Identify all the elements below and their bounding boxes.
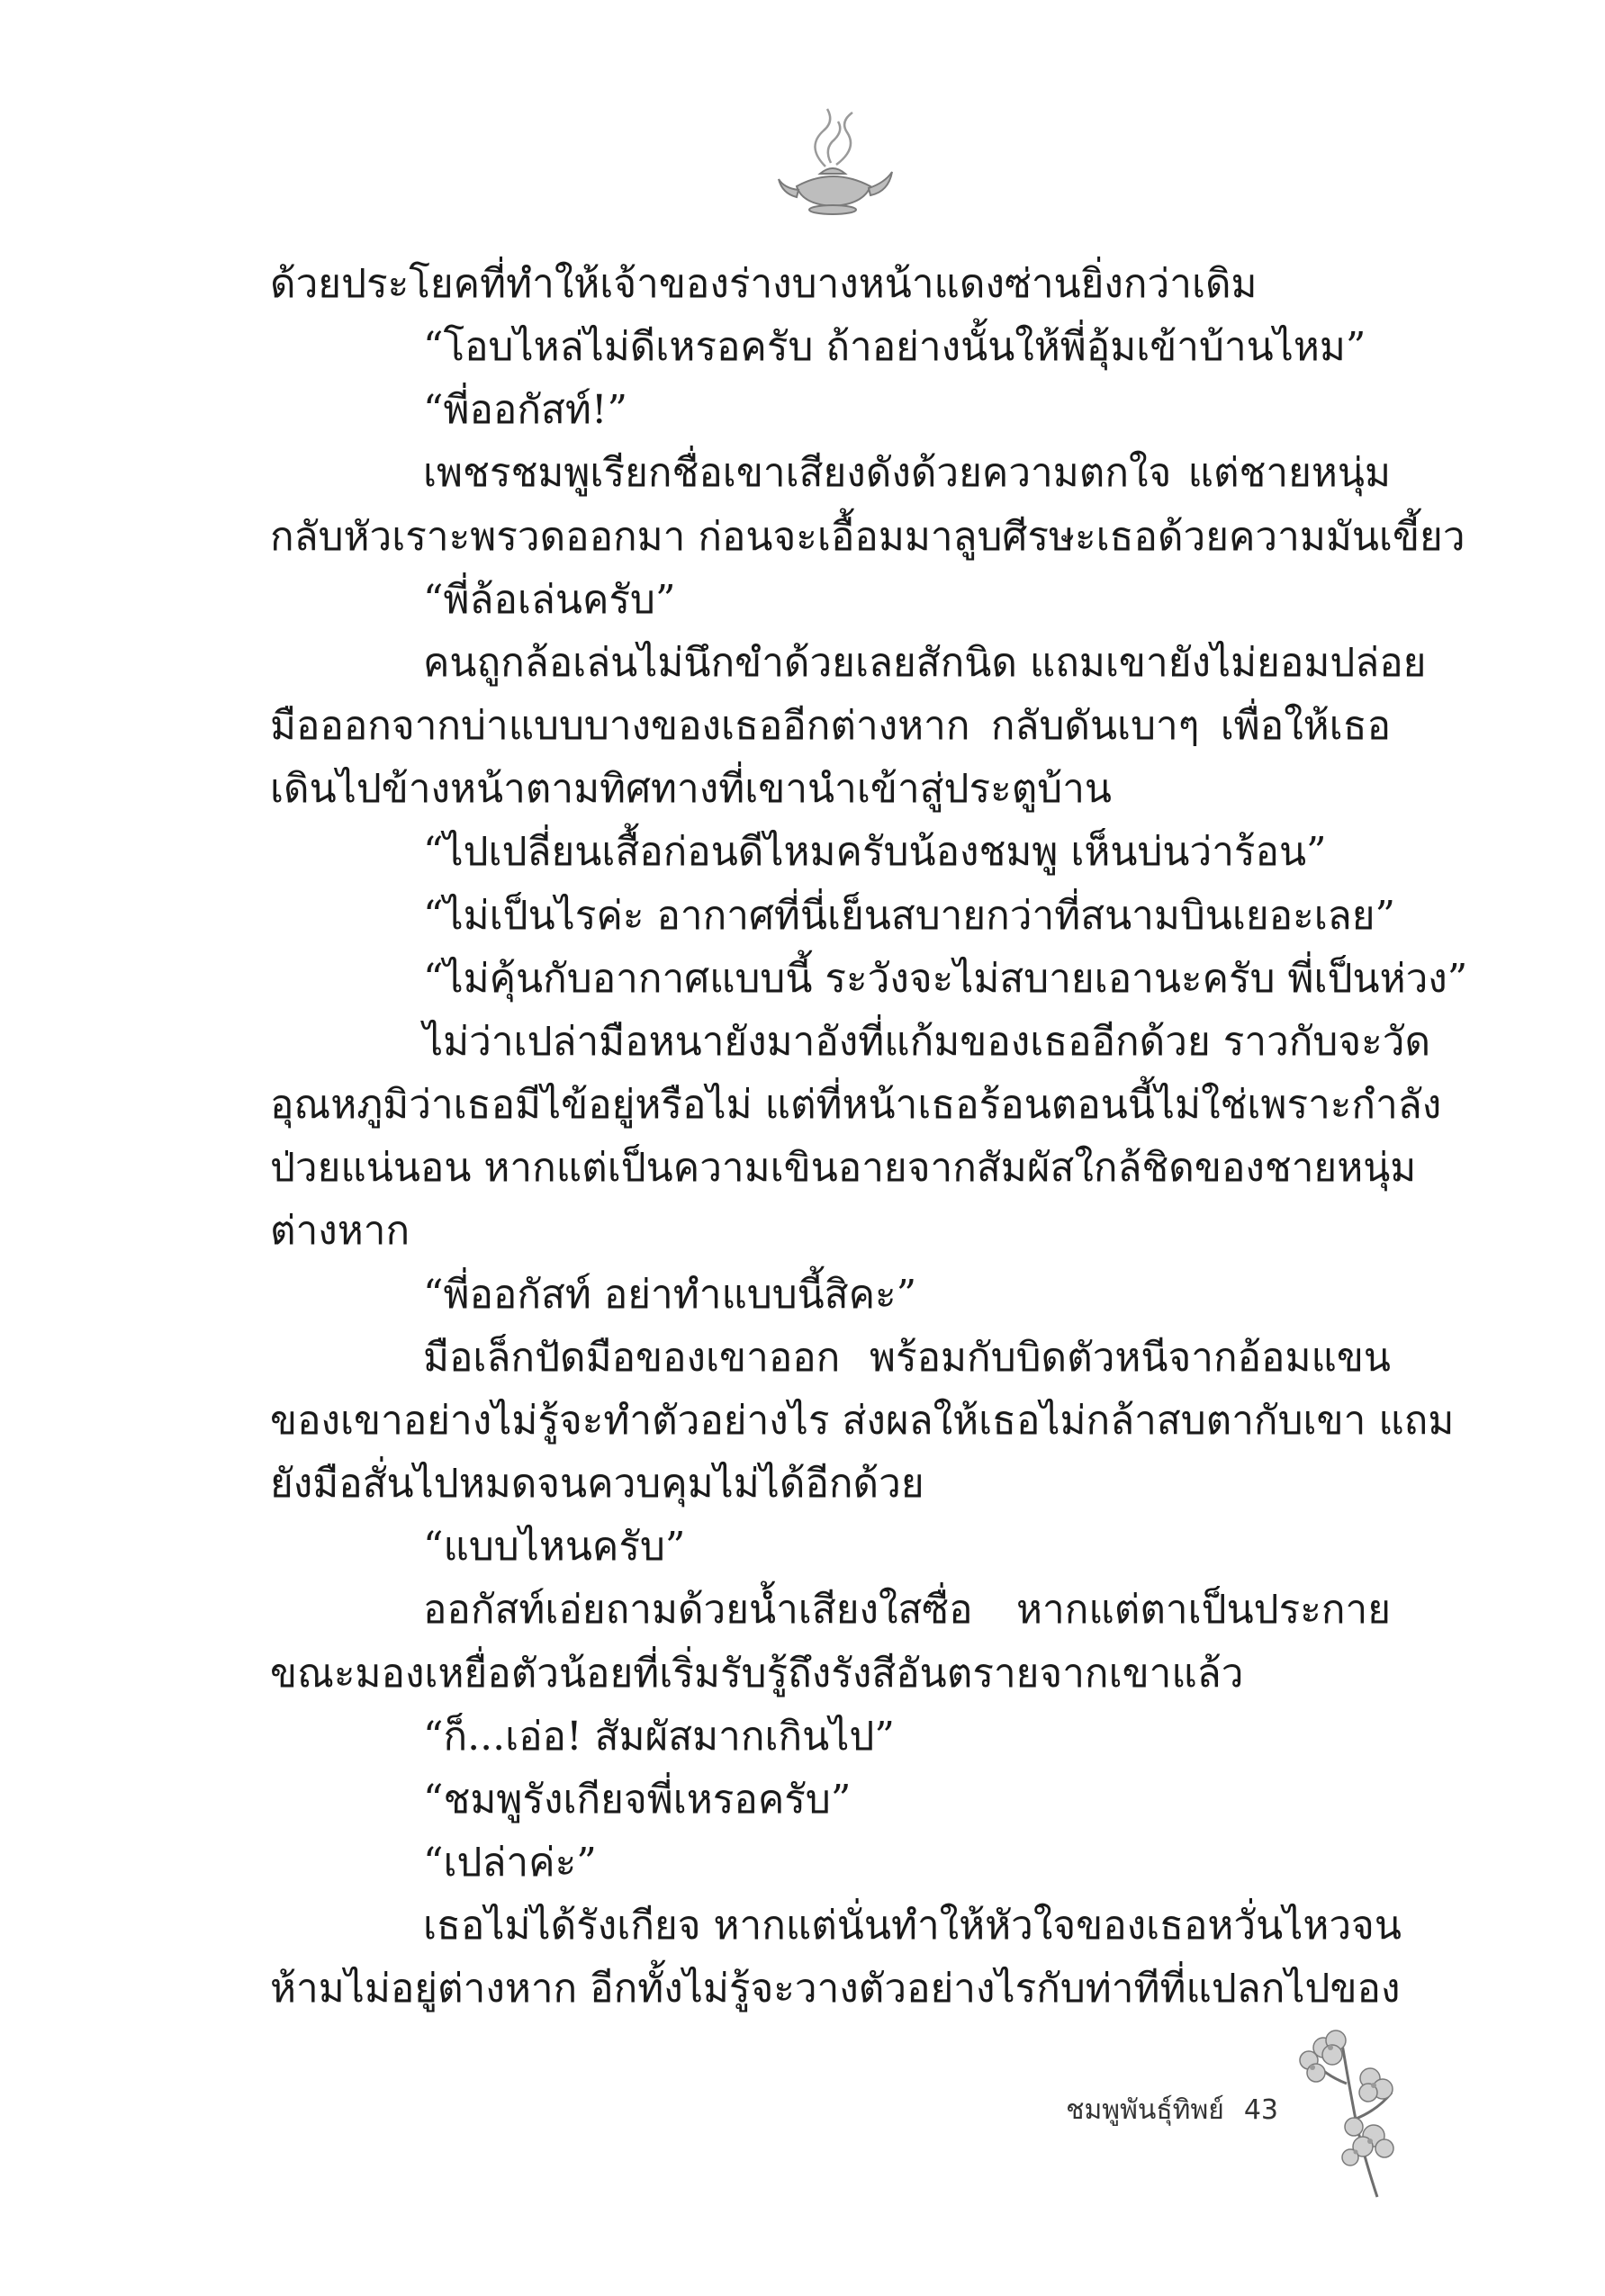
book-title: ชมพูพันธุ์ทิพย์ bbox=[1066, 2094, 1224, 2126]
text-line: “ไม่คุ้นกับอากาศแบบนี้ ระวังจะไม่สบายเอานะครับ พี่เป็นห่วง” bbox=[423, 956, 1468, 1002]
body-text bbox=[270, 255, 1468, 2037]
text-line: มือออกจากบ่าแบบบางของเธออีกต่างหาก กลับดันเบาๆ เพื่อให้เธอ bbox=[270, 703, 1391, 749]
text-line: “พี่ออกัสท์ อย่าทำแบบนี้สิคะ” bbox=[423, 1272, 917, 1318]
text-line: คนถูกล้อเล่นไม่นึกขำด้วยเลยสักนิด แถมเขายังไม่ยอมปล่อย bbox=[423, 640, 1427, 686]
text-line: ห้ามไม่อยู่ต่างหาก อีกทั้งไม่รู้จะวางตัวอย่างไรกับท่าทีที่แปลกไปของ bbox=[270, 1966, 1401, 2012]
text-line: “ไม่เป็นไรค่ะ อากาศที่นี่เย็นสบายกว่าที่สนามบินเยอะเลย” bbox=[423, 893, 1396, 939]
text-line: “แบบไหนครับ” bbox=[423, 1524, 686, 1570]
text-line: ขณะมองเหยื่อตัวน้อยที่เริ่มรับรู้ถึงรังสีอันตรายจากเขาแล้ว bbox=[270, 1651, 1244, 1697]
text-line: “โอบไหล่ไม่ดีเหรอครับ ถ้าอย่างนั้นให้พี่อุ้มเข้าบ้านไหม” bbox=[423, 324, 1366, 370]
text-line: “พี่ล้อเล่นครับ” bbox=[423, 577, 676, 623]
text-line: ออกัสท์เอ่ยถามด้วยน้ำเสียงใสซื่อ หากแต่ตาเป็นประกาย bbox=[423, 1587, 1391, 1633]
text-line: เพชรชมพูเรียกชื่อเขาเสียงดังด้วยความตกใจ แต่ชายหนุ่ม bbox=[423, 450, 1391, 496]
text-line: “พี่ออกัสท์!” bbox=[423, 387, 628, 433]
text-line: ไม่ว่าเปล่ามือหนายังมาอังที่แก้มของเธออีกด้วย ราวกับจะวัด bbox=[423, 1019, 1431, 1065]
teapot-ornament-icon bbox=[770, 104, 896, 230]
text-line: “ไปเปลี่ยนเสื้อก่อนดีไหมครับน้องชมพู เห็นบ่นว่าร้อน” bbox=[423, 829, 1327, 875]
text-line: ของเขาอย่างไม่รู้จะทำตัวอย่างไร ส่งผลให้เธอไม่กล้าสบตากับเขา แถม bbox=[270, 1398, 1455, 1444]
text-line: เธอไม่ได้รังเกียจ หากแต่นั่นทำให้หัวใจของเธอหวั่นไหวจน bbox=[423, 1903, 1402, 1949]
text-line: มือเล็กปัดมือของเขาออก พร้อมกับบิดตัวหนีจากอ้อมแขน bbox=[423, 1335, 1391, 1381]
text-line: “เปล่าค่ะ” bbox=[423, 1840, 597, 1886]
text-line: “ก็...เอ่อ! สัมผัสมากเกินไป” bbox=[423, 1714, 895, 1760]
text-line: “ชมพูรังเกียจพี่เหรอครับ” bbox=[423, 1777, 852, 1823]
text-line: ต่างหาก bbox=[270, 1208, 410, 1254]
text-line: อุณหภูมิว่าเธอมีไข้อยู่หรือไม่ แต่ที่หน้าเธอร้อนตอนนี้ไม่ใช่เพราะกำลัง bbox=[270, 1082, 1442, 1128]
text-line: กลับหัวเราะพรวดออกมา ก่อนจะเอื้อมมาลูบศีรษะเธอด้วยความมันเขี้ยว bbox=[270, 514, 1465, 560]
page-footer bbox=[972, 2088, 1278, 2133]
text-line: ยังมือสั่นไปหมดจนควบคุมไม่ได้อีกด้วย bbox=[270, 1461, 924, 1507]
text-line: ด้วยประโยคที่ทำให้เจ้าของร่างบางหน้าแดงซ่านยิ่งกว่าเดิม bbox=[270, 261, 1258, 307]
text-line: ป่วยแน่นอน หากแต่เป็นความเขินอายจากสัมผัสใกล้ชิดของชายหนุ่ม bbox=[270, 1145, 1417, 1191]
page-number: 43 bbox=[1243, 2094, 1278, 2126]
flower-branch-icon bbox=[1287, 2021, 1404, 2201]
text-line: เดินไปข้างหน้าตามทิศทางที่เขานำเข้าสู่ประตูบ้าน bbox=[270, 766, 1112, 812]
